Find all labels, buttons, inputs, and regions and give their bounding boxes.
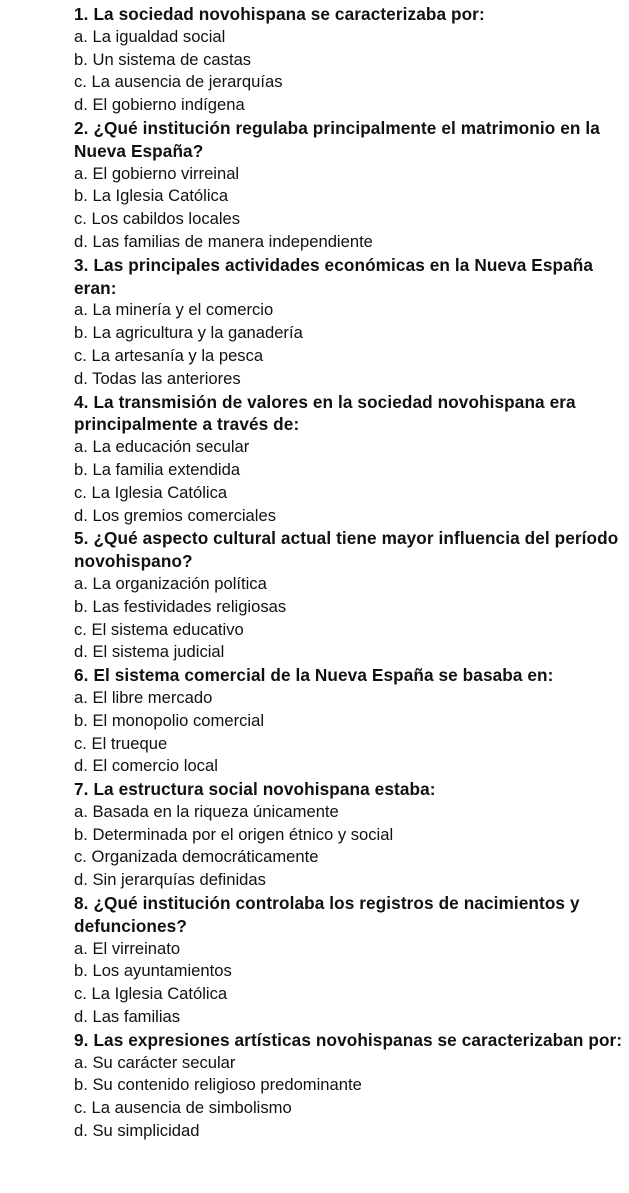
option-c [74,846,624,869]
option-a [74,573,624,596]
option-text: La organización política [92,573,267,593]
question-text [74,391,624,437]
option-letter: a. [74,163,88,183]
option-letter: a. [74,300,88,320]
option-text: Determinada por el origen étnico y social [92,824,394,844]
option-d [74,1006,624,1029]
question-number: 5. [74,528,89,549]
option-text: Las familias de manera independiente [92,231,373,251]
option-b [74,710,624,733]
option-letter: c. [74,1098,87,1118]
option-letter: b. [74,1075,88,1095]
option-b [74,1074,624,1097]
option-c [74,71,624,94]
option-text: La familia extendida [92,459,241,479]
option-a [74,1052,624,1075]
question-text [74,3,624,26]
option-b [74,49,624,72]
option-text: Su contenido religioso predominante [92,1075,362,1095]
option-text: El libre mercado [92,687,213,707]
option-a [74,801,624,824]
question-text [74,1029,624,1052]
option-text: La artesanía y la pesca [91,345,264,365]
question-text [74,664,624,687]
option-c [74,733,624,756]
option-letter: d. [74,505,88,525]
question-prompt: La sociedad novohispana se caracterizaba por: [93,4,485,24]
question-5 [74,527,624,664]
question-prompt: ¿Qué institución controlaba los registros de nacimientos y defunciones? [74,893,580,936]
question-prompt: La transmisión de valores en la sociedad novohispana era principalmente a través de: [74,391,576,435]
question-number: 9. [74,1029,89,1050]
option-text: El gobierno virreinal [92,163,240,183]
option-text: Las familias [92,1007,181,1027]
option-c [74,983,624,1006]
option-letter: c. [74,619,87,639]
option-b [74,185,624,208]
question-prompt: Las principales actividades económicas en la Nueva España eran: [74,254,594,298]
option-text: Sin jerarquías definidas [92,870,266,890]
option-letter: a. [74,938,88,958]
option-letter: a. [74,687,88,707]
question-text [74,117,624,163]
question-prompt: ¿Qué aspecto cultural actual tiene mayor influencia del período novohispano? [74,528,619,572]
option-text: La agricultura y la ganadería [92,323,303,343]
question-1 [74,3,624,117]
option-text: Organizada democráticamente [91,847,319,867]
option-d [74,1120,624,1143]
option-letter: d. [74,368,88,388]
option-letter: b. [74,323,88,343]
option-text: Su carácter secular [92,1052,236,1072]
option-c [74,1097,624,1120]
option-text: El sistema judicial [92,642,225,662]
option-text: La minería y el comercio [92,300,274,320]
option-text: El comercio local [92,756,218,776]
option-text: Todas las anteriores [92,368,241,388]
question-2 [74,117,624,254]
option-b [74,322,624,345]
option-letter: a. [74,26,88,46]
question-number: 7. [74,779,89,800]
option-text: Su simplicidad [92,1121,200,1141]
option-letter: a. [74,437,88,457]
question-text [74,892,624,938]
question-text [74,254,624,300]
option-a [74,687,624,710]
question-number: 8. [74,893,89,914]
option-b [74,596,624,619]
option-letter: d. [74,642,88,662]
question-number: 6. [74,665,89,686]
option-letter: c. [74,72,87,92]
question-text [74,778,624,801]
option-text: La educación secular [92,437,250,457]
option-d [74,755,624,778]
option-text: La Iglesia Católica [91,984,228,1004]
option-d [74,869,624,892]
option-text: La ausencia de jerarquías [91,72,283,92]
option-a [74,26,624,49]
option-letter: a. [74,1052,88,1072]
option-letter: c. [74,345,87,365]
option-letter: b. [74,596,88,616]
option-text: El monopolio comercial [92,710,265,730]
question-8 [74,892,624,1029]
question-prompt: La estructura social novohispana estaba: [93,779,436,800]
option-b [74,459,624,482]
option-letter: d. [74,756,88,776]
option-letter: d. [74,1007,88,1027]
question-number: 1. [74,4,89,24]
question-6 [74,664,624,778]
option-text: El trueque [91,733,168,753]
option-text: El sistema educativo [91,619,244,639]
question-text [74,527,624,573]
option-c [74,482,624,505]
option-letter: d. [74,231,88,251]
option-letter: b. [74,961,88,981]
question-7 [74,778,624,892]
question-number: 2. [74,117,89,138]
option-letter: b. [74,459,88,479]
option-text: La Iglesia Católica [92,186,229,206]
option-text: Las festividades religiosas [92,596,287,616]
option-letter: b. [74,186,88,206]
option-text: El virreinato [92,938,181,958]
option-text: La Iglesia Católica [91,482,228,502]
option-text: Los ayuntamientos [92,961,232,981]
option-b [74,824,624,847]
option-c [74,619,624,642]
question-3 [74,254,624,391]
option-text: Basada en la riqueza únicamente [92,801,339,821]
option-letter: a. [74,801,88,821]
option-d [74,94,624,117]
option-letter: d. [74,1121,88,1141]
quiz-document [74,3,624,1143]
option-d [74,368,624,391]
option-a [74,938,624,961]
question-prompt: Las expresiones artísticas novohispanas se caracterizaban por: [93,1029,623,1050]
option-d [74,505,624,528]
option-letter: b. [74,49,88,69]
option-text: Un sistema de castas [92,49,252,69]
option-letter: c. [74,209,87,229]
option-text: Los cabildos locales [91,209,241,229]
option-letter: c. [74,984,87,1004]
option-letter: c. [74,733,87,753]
option-letter: b. [74,824,88,844]
option-letter: b. [74,710,88,730]
option-b [74,960,624,983]
option-letter: c. [74,847,87,867]
question-prompt: ¿Qué institución regulaba principalmente el matrimonio en la Nueva España? [74,117,600,161]
option-d [74,231,624,254]
option-a [74,163,624,186]
option-letter: c. [74,482,87,502]
option-letter: d. [74,95,88,115]
question-4 [74,391,624,528]
question-prompt: El sistema comercial de la Nueva España se basaba en: [93,665,554,686]
option-letter: d. [74,870,88,890]
option-text: Los gremios comerciales [92,505,276,525]
option-c [74,345,624,368]
option-a [74,299,624,322]
question-number: 3. [74,254,89,275]
option-text: La ausencia de simbolismo [91,1098,292,1118]
option-letter: a. [74,573,88,593]
option-a [74,436,624,459]
option-text: El gobierno indígena [92,95,245,115]
question-9 [74,1029,624,1143]
question-number: 4. [74,391,89,412]
option-text: La igualdad social [92,26,226,46]
option-c [74,208,624,231]
option-d [74,641,624,664]
